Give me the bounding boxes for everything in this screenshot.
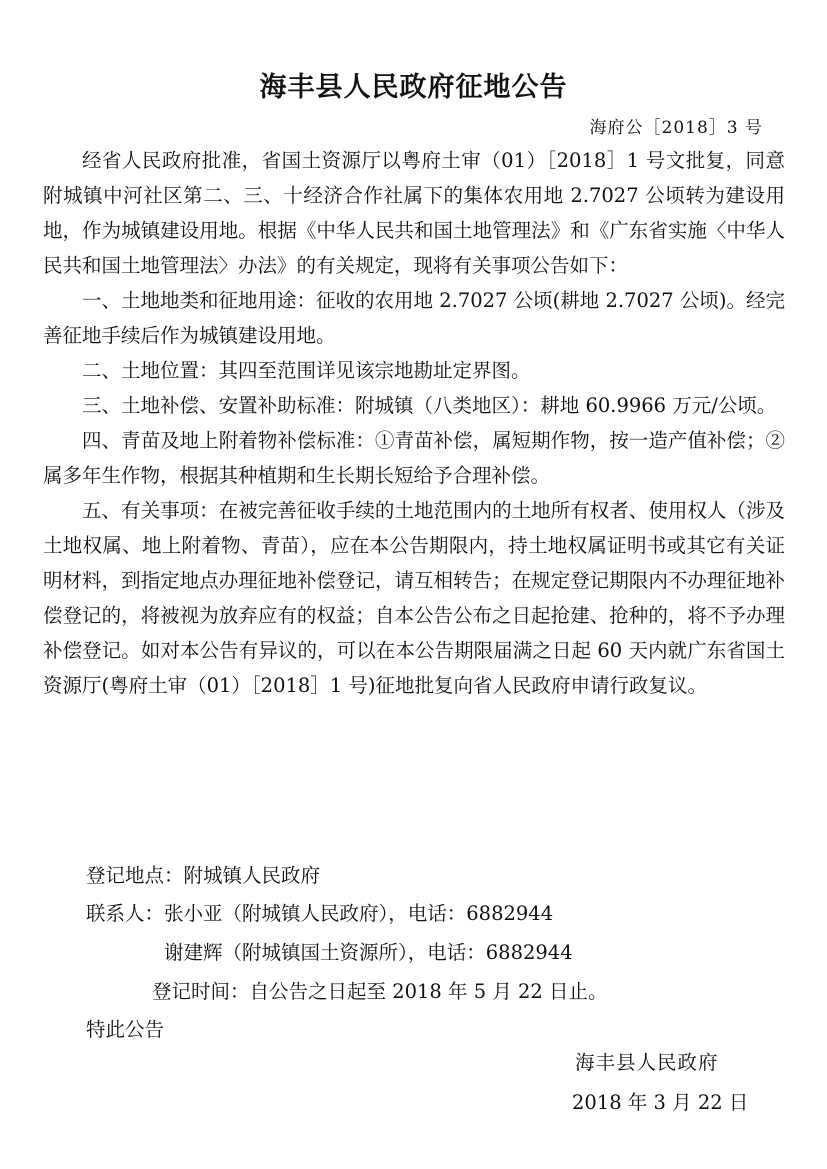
contact-person-1: 联系人：张小亚（附城镇人民政府），电话：6882944 bbox=[86, 902, 554, 925]
registration-place: 登记地点：附城镇人民政府 bbox=[86, 864, 321, 887]
document-number: 海府公［2018］3 号 bbox=[589, 118, 763, 138]
section-land-location: 二、土地位置：其四至范围详见该宗地勘址定界图。 bbox=[82, 359, 531, 382]
notice-title: 海丰县人民政府征地公告 bbox=[259, 72, 568, 103]
section-related-matters: 五、有关事项：在被完善征收手续的土地范围内的土地所有权者、使用权人（涉及土地权属、地上附着物、青苗），应在本公告期限内，持土地权属证明书或其它有关证明材料，到指定地点办理征地补偿登记，请互相转告；在规定登记期限内不办理征地补偿登记的，将被视为放弃应有的权益；自本公告公布之日起抢建、抢种的，将不予办理补偿登记。如对本公告有异议的，可以在本公告期限届满之日起 60 天内就广东省国土资源厅(粤府土审（01）［2018］1 号)征地批复向省人民政府申请行政复议。 bbox=[43, 499, 785, 697]
section-land-type: 一、土地地类和征地用途：征收的农用地 2.7027 公顷(耕地 2.7027 公顷)。经完善征地手续后作为城镇建设用地。 bbox=[43, 289, 785, 347]
notice-body bbox=[43, 143, 785, 703]
signature-organization: 海丰县人民政府 bbox=[575, 1051, 719, 1074]
section-compensation-standard: 三、土地补偿、安置补助标准：附城镇（八类地区）：耕地 60.9966 万元/公顷。 bbox=[82, 394, 777, 417]
intro-paragraph: 经省人民政府批准，省国土资源厅以粤府土审（01）［2018］1 号文批复，同意附城镇中河社区第二、三、十经济合作社属下的集体农用地 2.7027 公顷转为建设用地，作为城镇建设用地。根据《中华人民共和国土地管理法》和《广东省实施〈中华人民共和国土地管理法〉办法》的有关规定，现将有关事项公告如下： bbox=[43, 149, 785, 277]
section-crops-compensation: 四、青苗及地上附着物补偿标准：①青苗补偿，属短期作物，按一造产值补偿；②属多年生作物，根据其种植期和生长期长短给予合理补偿。 bbox=[43, 429, 785, 487]
contact-person-2: 谢建辉（附城镇国土资源所），电话：6882944 bbox=[164, 941, 573, 964]
signature-date: 2018 年 3 月 22 日 bbox=[572, 1091, 749, 1114]
closing-phrase: 特此公告 bbox=[86, 1018, 165, 1041]
registration-time: 登记时间：自公告之日起至 2018 年 5 月 22 日止。 bbox=[152, 980, 608, 1003]
